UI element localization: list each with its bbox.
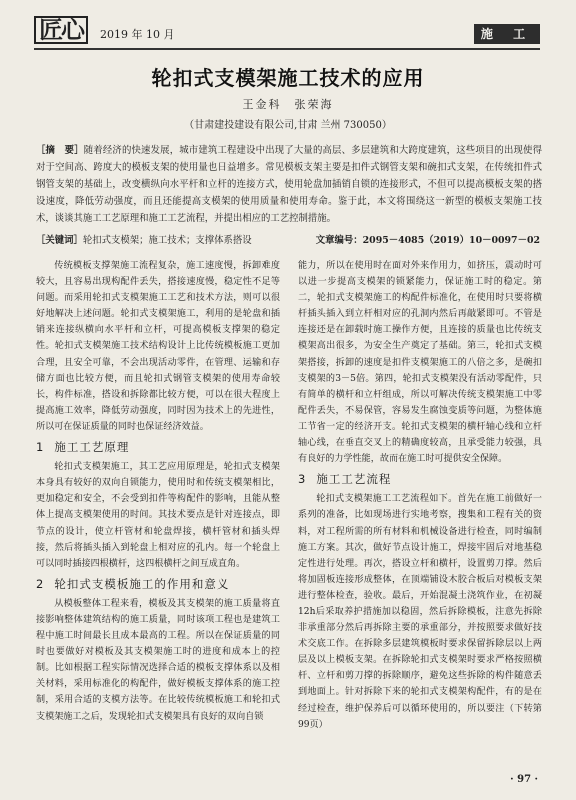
section-tag: 施 工 (474, 24, 540, 44)
keywords-text: 轮扣式支模架；施工技术；支撑体系搭设 (82, 235, 252, 246)
section-1-heading (36, 439, 280, 455)
page-number: · 97 · (510, 774, 538, 785)
section-3-paragraph: 轮扣式支模架施工工艺流程如下。首先在施工前做好一系列的准备，比如现场进行实地考察，搜集和工程有关的资料，对工程所需的所有材料和机械设备进行检查，同时编制施工方案。其次，做好节点设计施工，焊接牢固后对地基稳定性进行处理。再次，搭设立杆和横杆，设置剪刀撑。然后将加固板连接形成整体，在顶端铺设木胶合板后对模板支架进行整体检查，验收。最后，开始混凝土浇筑作业，在初凝12h后采取养护措施加以稳固，然后拆除模板，注意先拆除非承重部分然后再拆除主要的承重部分，并按照要求做好技术交底工作。在拆除多层建筑模板时要求保留拆除层以上两层及以上模板支架。在拆除轮扣式支模架时要求严格按照横杆、立杆和剪刀撑的拆除顺序，避免这些拆除的构件随意丢到地面上。针对拆除下来的轮扣式支模架构配件，有的是在经过检查，维护保养后可以循环使用的，所以要注（下转第99页） (298, 494, 542, 730)
left-column (36, 258, 280, 725)
section-1-paragraph: 轮扣式支模架施工，其工艺应用原理是，轮扣式支模架本身具有较好的双向自锁能力，使用时和传统支模架相比，更加稳定和安全，不会受到扣件等构配件的影响，且能从整体上提高支模架使用的时间。其技术要点是针对连接点，即节点的设计，使立杆管材和轮盘焊接，横杆管材和插头焊接，然后将插头插入到轮盘上相对应的孔内。每一个轮盘上可以同时插接四根横杆，这四根横杆之间互成直角。 (36, 462, 280, 569)
section-3-number: 3 (298, 472, 307, 487)
article-number: 文章编号：2095－4085（2019）10－0097－02 (315, 235, 540, 246)
section-3-title: 施工工艺流程 (316, 472, 392, 487)
issue-date: 2019 年 10 月 (100, 28, 175, 41)
header-rule (34, 48, 540, 50)
abstract-label: ［摘 要］ (36, 145, 84, 156)
section-2-paragraph: 从模板整体工程来看，模板及其支模架的施工质量将直接影响整体建筑结构的施工质量，同时该项工程也是建筑工程中施工时间最长且成本最高的工程。所以在保证质量的同时也要做好对模板及其支模架施工时的进度和成本上的控制。比如根据工程实际情况选择合适的模板支撑体系以及相关材料，采用标准化的构配件，做好模板支撑体系的施工控制，采用合适的支模方法等。在比较传统模板施工和轮扣式支模架施工之后，发现轮扣式支模架具有良好的双向自锁 (36, 598, 280, 722)
continued-paragraph: 能力，所以在使用时在面对外来作用力，如挤压，震动时可以进一步提高支模架的锁紧能力，保证施工时的稳定。第二，轮扣式支模架施工的构配件标准化，在使用时只要将横杆插头插入到立杆相对应的孔洞内然后再敲紧即可。不管是连接还是在卸载时施工操作方便，且连接的质量也比传统支模架高出很多，为安全生产奠定了基础。第三，轮扣式支模架搭接，拆卸的速度是扣件支模架施工的八倍之多，是碗扣支模架的3－5倍。第四，轮扣式支模架没有活动零配件，只有简单的横杆和立杆组成，所以可解决传统支模架施工中零配件丢失，不易保管，容易发生腐蚀变质等问题，为整体施工节省一定的经济开支。轮扣式支模架的横杆轴心线和立杆轴心线，在垂直交叉上的精确度较高，且承受能力较强，具有良好的力学性能，故而在施工时可提供安全保障。 (298, 261, 542, 465)
section-2-title: 轮扣式支模板施工的作用和意义 (54, 576, 230, 591)
right-column (298, 258, 542, 733)
page-header (0, 0, 576, 56)
section-2-number: 2 (36, 576, 45, 591)
abstract-text: 随着经济的快速发展，城市建筑工程建设中出现了大量的高层、多层建筑和大跨度建筑，这些项目的出现使得对于空间高、跨度大的模板支架的使用量也日益增多。常见模板支架主要是扣件式钢管支架和碗扣式支架，在传统扣件式钢管支架的基础上，改变横纵向水平杆和立杆的连接方式，使用轮盘加插销自锁的连接形式，不但可以提高模板支架的搭设速度，降低劳动强度，而且还能提高支模架的使用质量和使用寿命。鉴于此，本文将围绕这一新型的模板支架施工技术，谈谈其施工工艺原理和施工工艺流程，并提出相应的工艺控制措施。 (36, 145, 542, 224)
affiliation: （甘肃建投建设有限公司,甘肃 兰州 730050） (184, 120, 392, 131)
section-2-heading (36, 576, 280, 592)
authors: 王金科 张荣海 (242, 98, 334, 111)
keywords (36, 232, 316, 246)
keywords-label: ［关键词］ (36, 235, 83, 246)
section-3-heading (298, 471, 542, 487)
intro-paragraph: 传统模板支撑架施工流程复杂，施工速度慢，拆卸难度较大，且容易出现构配件丢失，搭接速度慢，稳定性不足等问题。而采用轮扣式支模架施工工艺和技术方法，则可以很好地解决上述问题。轮扣式支模架施工，利用的是轮盘和插销来连接纵横向水平杆和立杆，可提高模板支撑架的稳定性。轮扣式支模架施工技术结构设计上比传统模板施工更加合理，且安全可靠，不会出现活动零件，在管理、运输和存储方面也比较方便，而且轮扣式钢管支模架的使用寿命较长，构件标准，搭设和拆除都比较方便，可以在很大程度上提高施工效率，降低劳动强度，同时因为技术上的先进性，所以可在保证质量的同时也保证经济效益。 (36, 261, 280, 432)
section-1-title: 施工工艺原理 (54, 440, 130, 455)
article-title: 轮扣式支模架施工技术的应用 (151, 66, 425, 90)
abstract (36, 142, 542, 227)
journal-logo: 匠心 (34, 16, 88, 44)
section-1-number: 1 (36, 440, 45, 455)
